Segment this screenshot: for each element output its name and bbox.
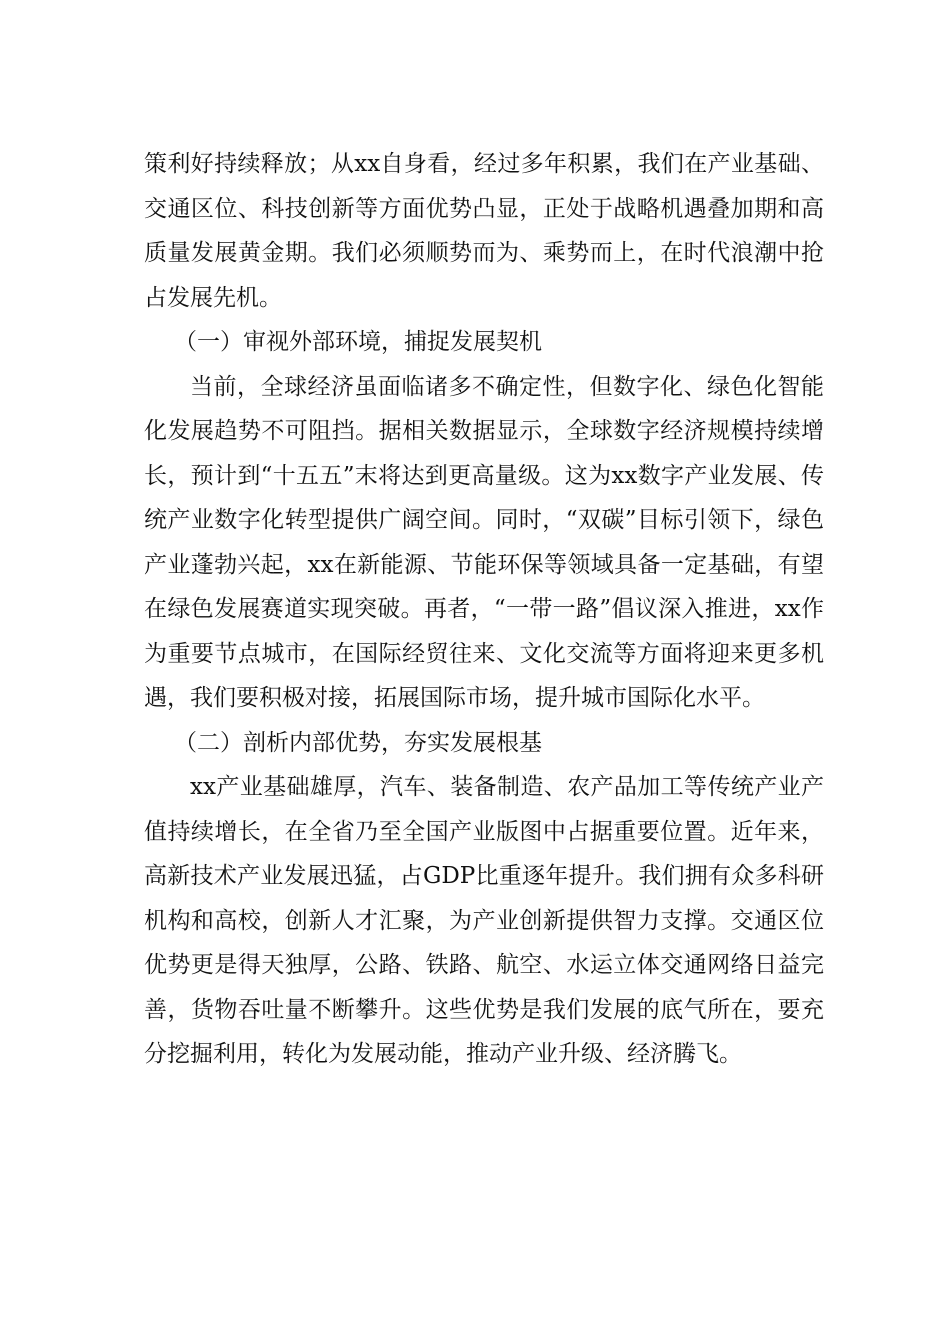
paragraph-external-environment: 当前，全球经济虽面临诸多不确定性，但数字化、绿色化智能化发展趋势不可阻挡。据相关数据显示，全球数字经济规模持续增长，预计到“十五五”末将达到更高量级。这为xx数字产业发展、传统产业数字化转型提供广阔空间。同时，“双碳”目标引领下，绿色产业蓬勃兴起，xx在新能源、节能环保等领域具备一定基础，有望在绿色发展赛道实现突破。再者，“一带一路”倡议深入推进，xx作为重要节点城市，在国际经贸往来、文化交流等方面将迎来更多机遇，我们要积极对接，拓展国际市场，提升城市国际化水平。	[144, 373, 824, 711]
paragraph-internal-advantages: xx产业基础雄厚，汽车、装备制造、农产品加工等传统产业产值持续增长，在全省乃至全国产业版图中占据重要位置。近年来，高新技术产业发展迅猛，占GDP比重逐年提升。我们拥有众多科研机构和高校，创新人才汇聚，为产业创新提供智力支撑。交通区位优势更是得天独厚，公路、铁路、航空、水运立体交通网络日益完善，货物吞吐量不断攀升。这些优势是我们发展的底气所在，要充分挖掘利用，转化为发展动能，推动产业升级、经济腾飞。	[144, 774, 824, 1067]
paragraph-continued: 策利好持续释放；从xx自身看，经过多年积累，我们在产业基础、交通区位、科技创新等方面优势凸显，正处于战略机遇叠加期和高质量发展黄金期。我们必须顺势而为、乘势而上，在时代浪潮中抢占发展先机。	[144, 151, 824, 311]
section-heading-1: （一）审视外部环境，捕捉发展契机	[174, 329, 542, 355]
document-body	[144, 142, 824, 1077]
section-heading-2: （二）剖析内部优势，夯实发展根基	[174, 729, 542, 756]
